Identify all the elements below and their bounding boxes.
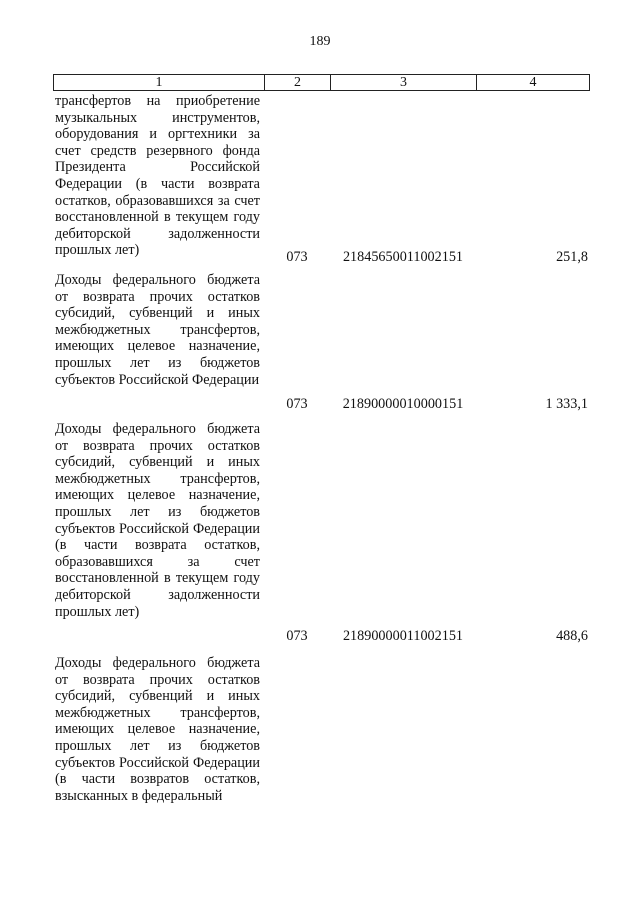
row-4-description: Доходы федерального бюджета от возврата прочих остатков субсидий, субвенций и иных межбюджетных трансфертов, имеющих целевое назначение, прошлых лет из бюджетов субъектов Российской Федерации (в части возвратов остатков, взысканных в федеральный [55,655,260,804]
row-3-budget-code: 21890000011002151 [342,628,464,644]
row-3-amount: 488,6 [556,628,588,644]
row-3-admin-code: 073 [286,628,308,644]
row-1-amount: 251,8 [556,249,588,265]
column-header-4: 4 [476,74,590,91]
column-header-1: 1 [53,74,264,91]
row-1-description: трансфертов на приобретение музыкальных инструментов, оборудования и оргтехники за счет средств резервного фонда Президента Российской Федерации (в части возврата остатков, образовавшихся за счет восстановленной в текущем году дебиторской задолженности прошлых лет) [55,93,260,259]
column-header-3: 3 [330,74,476,91]
column-header-2: 2 [264,74,330,91]
row-2-admin-code: 073 [286,396,308,412]
row-2-budget-code: 21890000010000151 [342,396,464,412]
row-2-description: Доходы федерального бюджета от возврата прочих остатков субсидий, субвенций и иных межбюджетных трансфертов, имеющих целевое назначение, прошлых лет из бюджетов субъектов Российской Федерации [55,272,260,388]
row-1-budget-code: 21845650011002151 [342,249,464,265]
row-2-amount: 1 333,1 [545,396,588,412]
page-number: 189 [309,34,331,49]
row-3-description: Доходы федерального бюджета от возврата прочих остатков субсидий, субвенций и иных межбюджетных трансфертов, имеющих целевое назначение, прошлых лет из бюджетов субъектов Российской Федерации (в части возврата остатков, образовавшихся за счет восстановленной в текущем году дебиторской задолженности прошлых лет) [55,421,260,620]
row-1-admin-code: 073 [286,249,308,265]
